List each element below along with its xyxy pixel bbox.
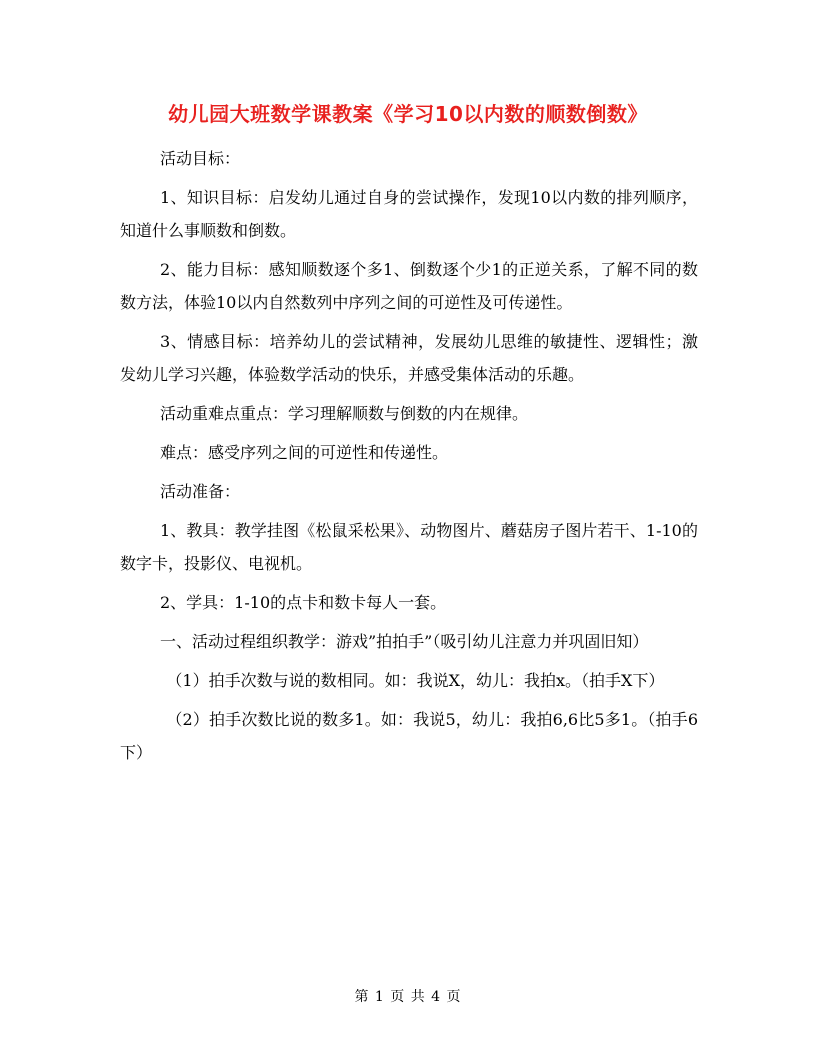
paragraph-learning-aids: 2、学具：1-10的点卡和数卡每人一套。 [160, 593, 447, 612]
paragraph-emotion-goal: 3、情感目标：培养幼儿的尝试精神，发展幼儿思维的敏捷性、逻辑性；激发幼儿学习兴趣，体验数学活动的快乐，并感受集体活动的乐趣。 [120, 332, 698, 384]
paragraph-clap-rule-2: （2）拍手次数比说的数多1。如：我说5，幼儿：我拍6,6比5多1。（拍手6下） [120, 710, 698, 762]
paragraph-teaching-aids: 1、教具：教学挂图《松鼠采松果》、动物图片、蘑菇房子图片若干、1-10的数字卡，投影仪、电视机。 [120, 521, 698, 573]
paragraph-preparation: 活动准备： [160, 482, 241, 501]
paragraph-knowledge-goal: 1、知识目标：启发幼儿通过自身的尝试操作，发现10以内数的排列顺序，知道什么事顺数和倒数。 [120, 188, 698, 240]
paragraph-process-game: 一、活动过程组织教学：游戏”拍拍手”（吸引幼儿注意力并巩固旧知） [160, 632, 649, 651]
document-body [120, 142, 698, 775]
page-footer: 第 1 页 共 4 页 [354, 989, 462, 1005]
paragraph-ability-goal: 2、能力目标：感知顺数逐个多1、倒数逐个少1的正逆关系，了解不同的数数方法，体验10以内自然数列中序列之间的可逆性及可传递性。 [120, 260, 698, 312]
paragraph-key-points: 活动重难点重点：学习理解顺数与倒数的内在规律。 [160, 404, 529, 423]
paragraph-activity-goals: 活动目标： [160, 149, 241, 168]
paragraph-difficulty: 难点：感受序列之间的可逆性和传递性。 [160, 443, 449, 462]
paragraph-clap-rule-1: （1）拍手次数与说的数相同。如：我说X，幼儿：我拍x。（拍手X下） [166, 671, 665, 690]
document-title: 幼儿园大班数学课教案《学习10以内数的顺数倒数》 [168, 102, 648, 126]
